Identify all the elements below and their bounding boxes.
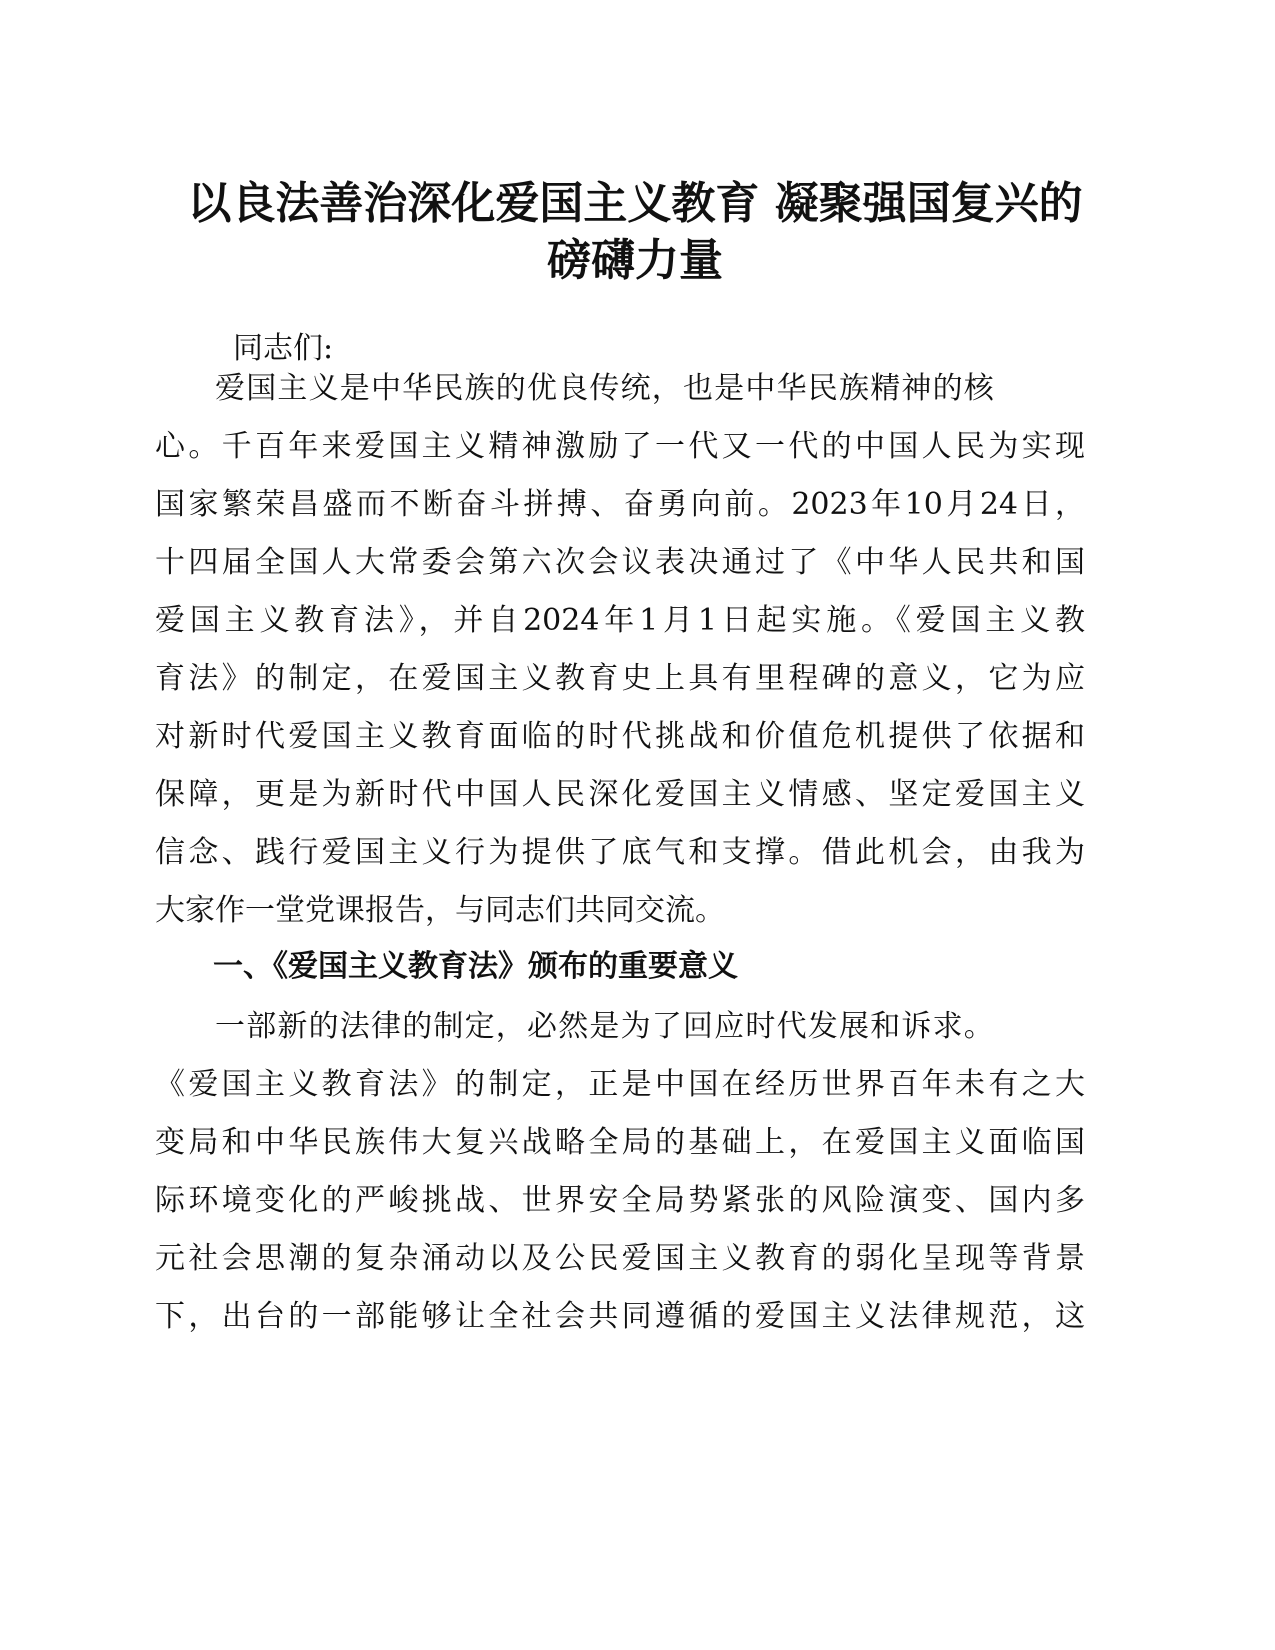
- paragraph-1-line: 爱国主义教育法》，并自2024年1月1日起实施。《爱国主义教: [155, 603, 1085, 638]
- paragraph-2-line: 一部新的法律的制定，必然是为了回应时代发展和诉求。: [215, 1009, 995, 1044]
- title-line-2: 磅礴力量: [547, 235, 723, 286]
- document-title: [150, 175, 1120, 289]
- paragraph-1-line: 育法》的制定，在爱国主义教育史上具有里程碑的意义，它为应: [155, 661, 1085, 696]
- paragraph-2-line: 下，出台的一部能够让全社会共同遵循的爱国主义法律规范，这: [155, 1299, 1085, 1334]
- paragraph-1-line: 对新时代爱国主义教育面临的时代挑战和价值危机提供了依据和: [155, 719, 1085, 754]
- paragraph-1-line: 十四届全国人大常委会第六次会议表决通过了《中华人民共和国: [155, 545, 1085, 580]
- paragraph-2-line: 元社会思潮的复杂涌动以及公民爱国主义教育的弱化呈现等背景: [155, 1241, 1085, 1276]
- salutation: 同志们:: [233, 331, 334, 366]
- paragraph-1-line: 信念、践行爱国主义行为提供了底气和支撑。借此机会，由我为: [155, 835, 1085, 870]
- paragraph-1-line: 心。千百年来爱国主义精神激励了一代又一代的中国人民为实现: [155, 429, 1085, 464]
- paragraph-1-line: 保障，更是为新时代中国人民深化爱国主义情感、坚定爱国主义: [155, 777, 1085, 812]
- section-heading-1: 一、《爱国主义教育法》颁布的重要意义: [213, 949, 738, 984]
- paragraph-1-line: 爱国主义是中华民族的优良传统，也是中华民族精神的核: [215, 371, 995, 406]
- paragraph-2-line: 际环境变化的严峻挑战、世界安全局势紧张的风险演变、国内多: [155, 1183, 1085, 1218]
- paragraph-1-line: 国家繁荣昌盛而不断奋斗拼搏、奋勇向前。2023年10月24日，: [155, 487, 1085, 522]
- paragraph-1: [155, 360, 1085, 940]
- paragraph-2-line: 变局和中华民族伟大复兴战略全局的基础上，在爱国主义面临国: [155, 1125, 1085, 1160]
- paragraph-2: [155, 998, 1085, 1346]
- paragraph-2-line: 《爱国主义教育法》的制定，正是中国在经历世界百年未有之大: [155, 1067, 1085, 1102]
- paragraph-1-line: 大家作一堂党课报告，与同志们共同交流。: [155, 893, 725, 928]
- title-line-1: 以良法善治深化爱国主义教育 凝聚强国复兴的: [187, 178, 1083, 229]
